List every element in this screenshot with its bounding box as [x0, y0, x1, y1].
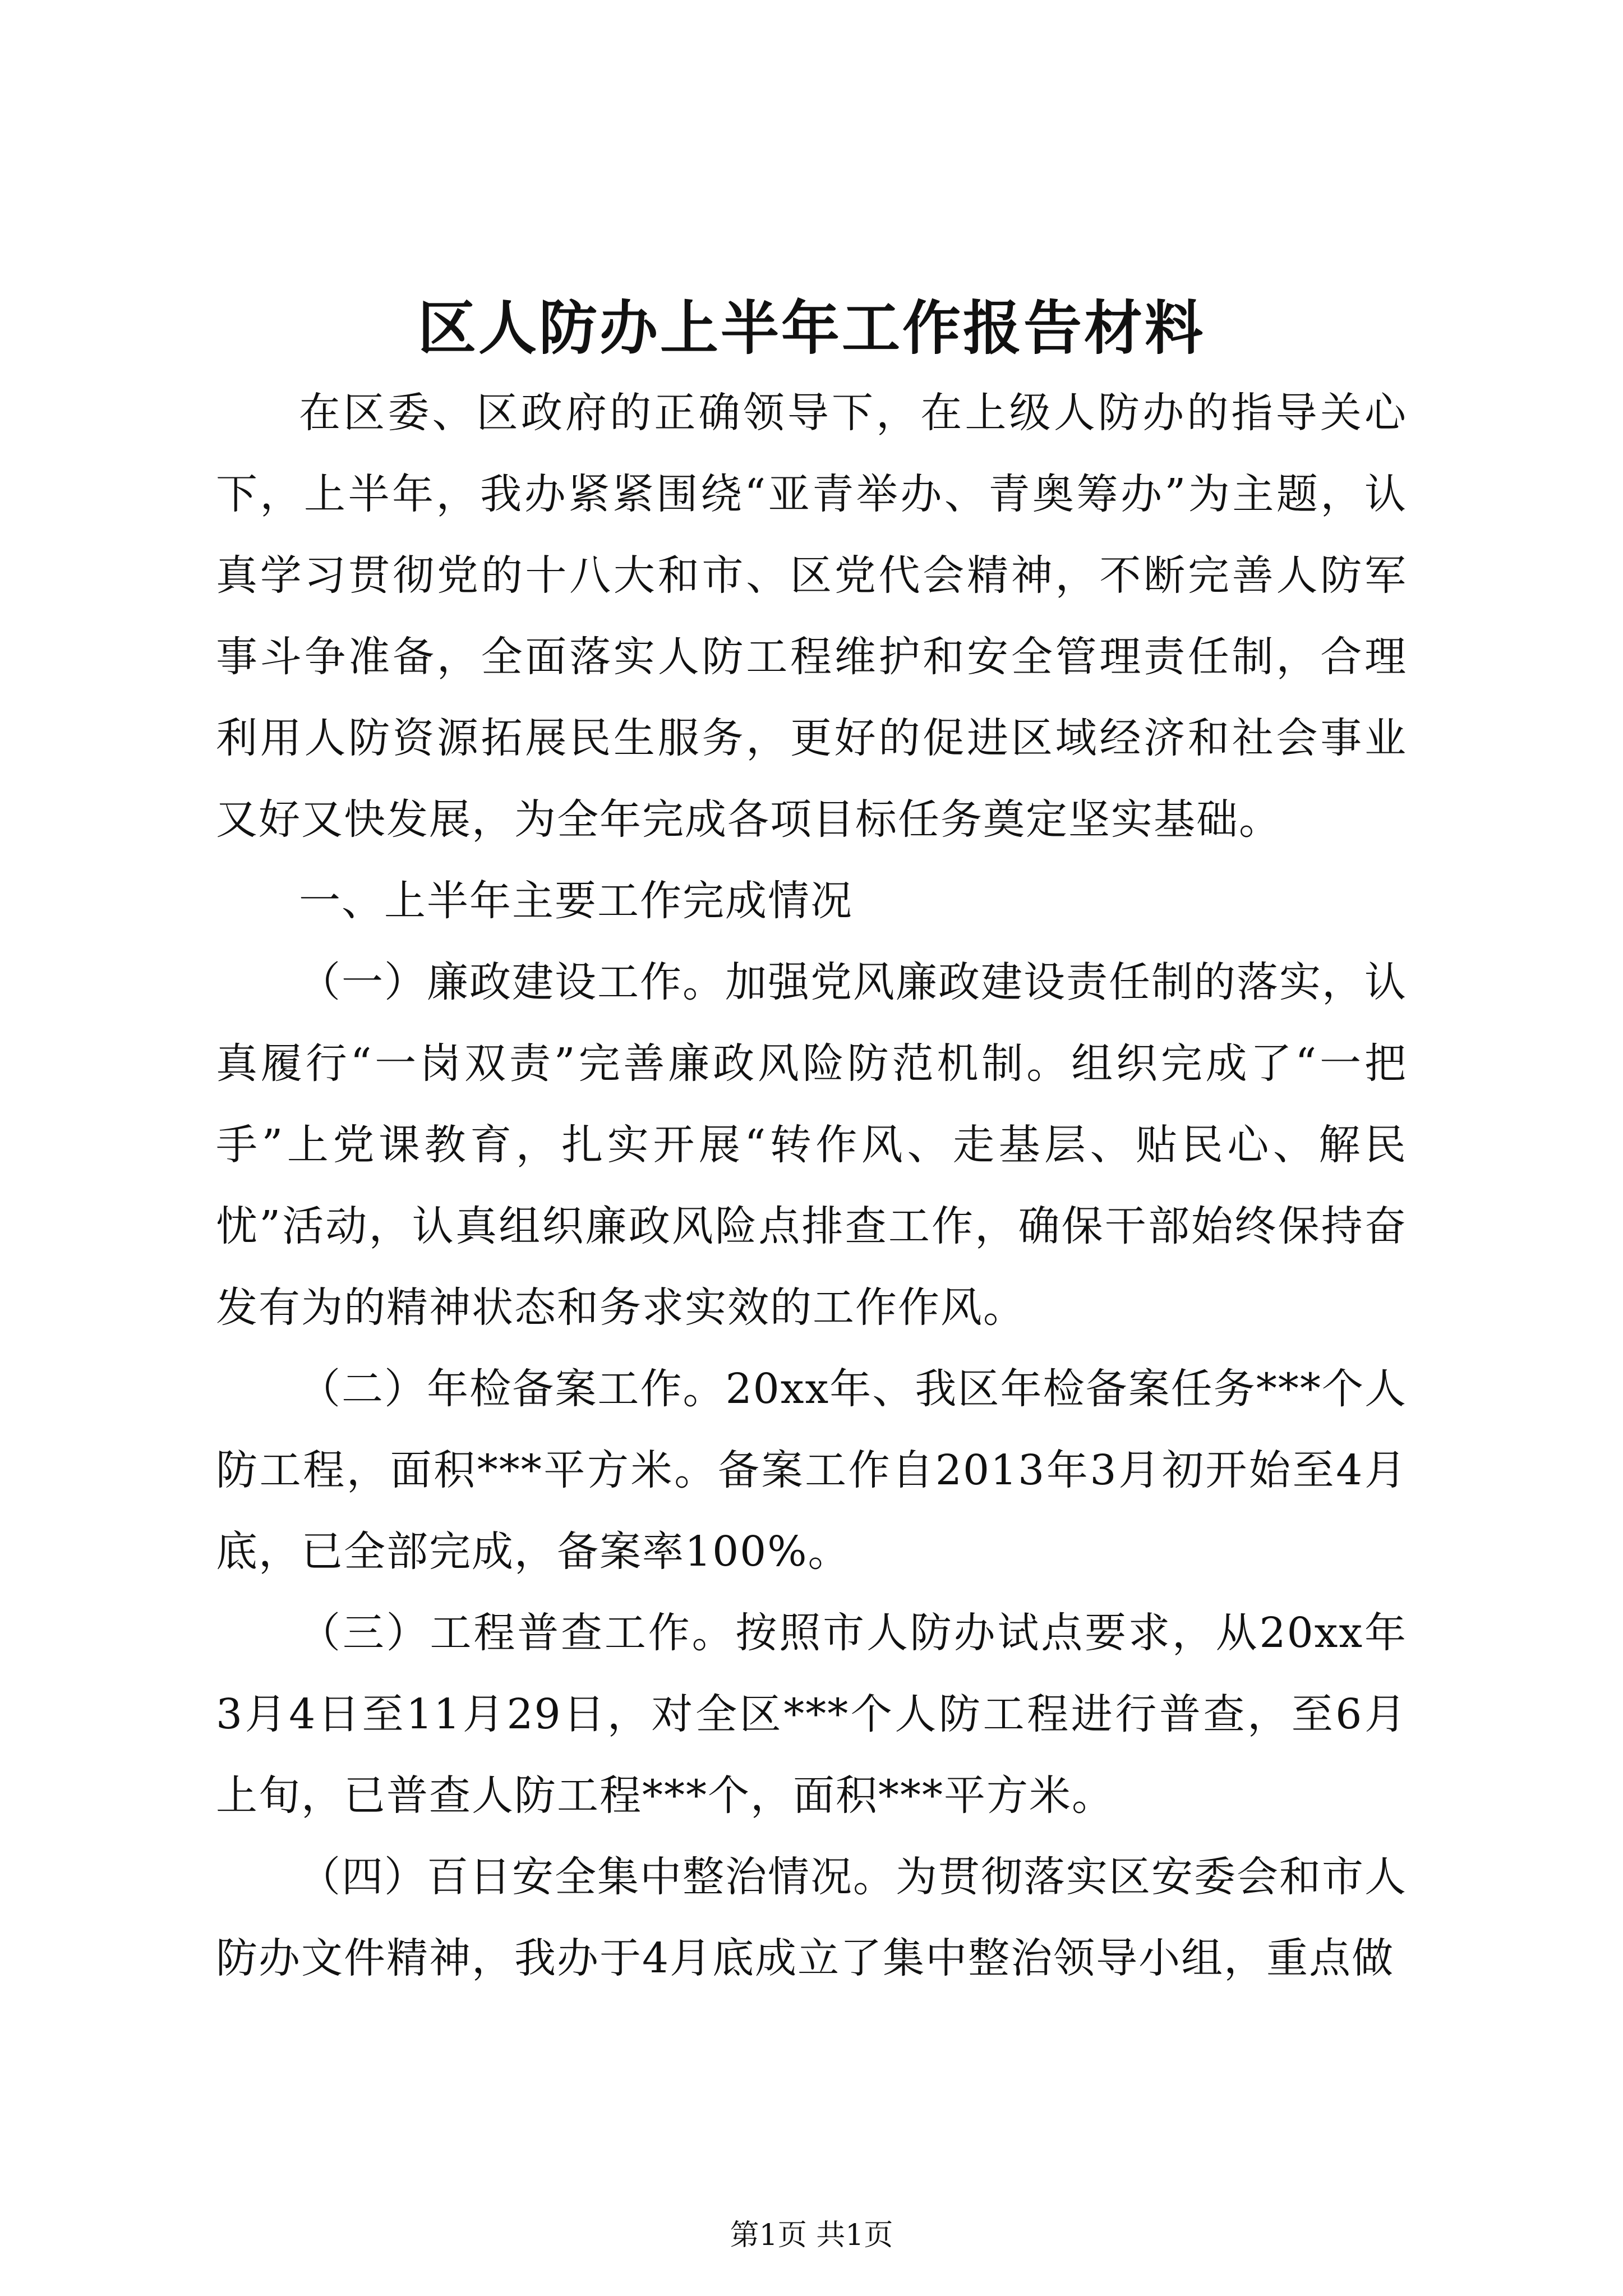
paragraph-project-survey: （三）工程普查工作。按照市人防办试点要求，从20xx年3月4日至11月29日，对全区***个人防工程进行普查，至6月上旬，已普查人防工程***个，面积***平方米。 [216, 1609, 1407, 1820]
paragraph-intro: 在区委、区政府的正确领导下，在上级人防办的指导关心下，上半年，我办紧紧围绕“亚青举办、青奥筹办”为主题，认真学习贯彻党的十八大和市、区党代会精神，不断完善人防军事斗争准备，全面落实人防工程维护和安全管理责任制，合理利用人防资源拓展民生服务，更好的促进区域经济和社会事业又好又快发展，为全年完成各项目标任务奠定坚实基础。 [216, 389, 1407, 844]
paragraph-annual-inspection: （二）年检备案工作。20xx年、我区年检备案任务***个人防工程，面积***平方米。备案工作自2013年3月初开始至4月底，已全部完成，备案率100%。 [216, 1365, 1407, 1576]
page-number: 第1页 共1页 [730, 2219, 893, 2252]
document-body [216, 372, 1407, 1999]
paragraph-safety-rectification: （四）百日安全集中整治情况。为贯彻落实区安委会和市人防办文件精神，我办于4月底成立了集中整治领导小组，重点做 [216, 1853, 1407, 1982]
document-title: 区人防办上半年工作报告材料 [417, 293, 1205, 362]
section-heading-1: 一、上半年主要工作完成情况 [299, 877, 853, 925]
paragraph-integrity-work: （一）廉政建设工作。加强党风廉政建设责任制的落实，认真履行“一岗双责”完善廉政风险防范机制。组织完成了“一把手”上党课教育，扎实开展“转作风、走基层、贴民心、解民忧”活动，认真组织廉政风险点排查工作，确保干部始终保持奋发有为的精神状态和务求实效的工作作风。 [216, 958, 1407, 1332]
